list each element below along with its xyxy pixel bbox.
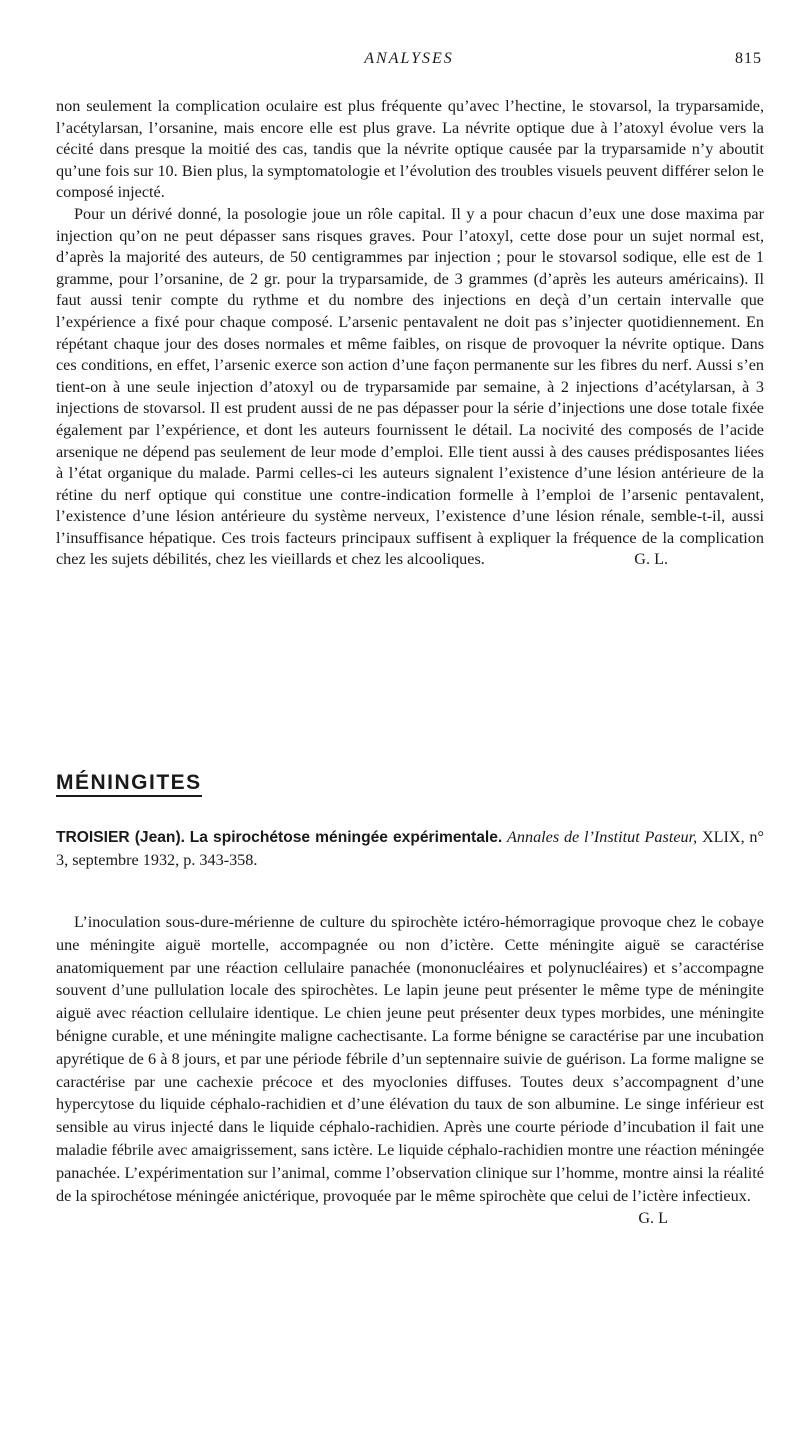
review-paragraph-1: non seulement la complication oculaire est plus fréquente qu’avec l’hectine, le stovarsol, la tryparsamide, l’acétylarsan, l’orsanine, mais encore elle est plus grave. La névrite optique due à l’atoxyl évolue vers la cécité dans presque la moitié des cas, tandis que la névrite optique causée par la tryparsamide n’y aboutit qu’une fois sur 10. Bien plus, la symptomatologie et l’évolution des troubles visuels peuvent différer selon le composé injecté. [56, 97, 764, 202]
review-paragraph-2-text: Pour un dérivé donné, la posologie joue un rôle capital. Il y a pour chacun d’eux une dose maxima par injection qu’on ne peut dépasser sans risques graves. Pour l’atoxyl, cette dose pour un sujet normal est, d’après la majorité des auteurs, de 50 centigrammes par injection ; pour le stovarsol sodique, elle est de 1 gramme, pour l’orsanine, de 2 gr. pour la tryparsamide, de 3 grammes (d’après les auteurs américains). Il faut aussi tenir compte du rythme et du nombre des injections en deçà d’un certain intervalle que l’expérience a fixé pour chaque composé. L’arsenic pentavalent ne doit pas s’injecter quotidiennement. En répétant chaque jour des doses normales et même faibles, on risque de provoquer la névrite optique. Dans ces conditions, en effet, l’arsenic exerce son action d’une façon permanente sur les fibres du nerf. Aussi s’en tient-on à une seule injection d’atoxyl ou de tryparsamide par semaine, à 2 injections d’acétylarsan, à 3 injections de stovarsol. Il est prudent aussi de ne pas dépasser pour la série d’injections une dose totale fixée également par l’expérience, et dont les auteurs fournissent le détail. La nocivité des composés de l’acide arsenique ne dépend pas seulement de leur mode d’emploi. Elle tient aussi à des causes prédisposantes liées à l’état organique du malade. Parmi celles-ci les auteurs signalent l’existence d’une lésion antérieure de la rétine du nerf optique qui constitue une contre-indication formelle à l’emploi de l’arsenic pentavalent, l’existence d’une lésion antérieure du système nerveux, l’existence d’une lésion rénale, semble-t-il, aussi l’insuffisance hépatique. Ces trois facteurs principaux suffisent à expliquer la fréquence de la complication chez les sujets débilités, chez les vieillards et chez les alcooliques. [56, 204, 764, 569]
running-head-title: ANALYSES [364, 50, 454, 67]
review-body [56, 911, 764, 1230]
reference-journal: Annales de l’Institut Pasteur, [507, 828, 698, 846]
running-head [56, 50, 762, 74]
review-body-paragraph [56, 911, 764, 1228]
review-signature: G. L. [634, 550, 668, 569]
review-body-text: L’inoculation sous-dure-mérienne de culture du spirochète ictéro-hémorragique provoque chez le cobaye une méningite aiguë mortelle, accompagnée ou non d’ictère. Cette méningite aiguë se caractérise anatomiquement par une réaction cellulaire panachée (mononucléaires et polynucléaires) et s’accompagne souvent d’une pullulation locale des spirochètes. Le lapin jeune peut présenter le même type de méningite aiguë avec réaction cellulaire identique. Le chien jeune peut présenter deux types morbides, une méningite bénigne curable, et une méningite maligne cachectisante. La forme bénigne se caractérise par une incubation apyrétique de 6 à 8 jours, et par une période fébrile d’un septennaire suivie de guérison. La forme maligne se caractérise par une cachexie précoce et des myoclonies diffuses. Toutes deux s’accompagnent d’une hypercytose du liquide céphalo-rachidien et d’une élévation du taux de son albumine. Le singe inférieur est sensible au virus injecté dans le liquide céphalo-rachidien. Après une courte période d’incubation il fait une maladie fébrile avec amaigrissement, sans ictère. Le liquide céphalo-rachidien montre une réaction méningée panachée. L’expérimentation sur l’animal, comme l’observation clinique sur l’homme, montre ainsi la réalité de la spirochétose méningée anictérique, provoquée par le même spirochète que celui de l’ictère infectieux. [56, 913, 764, 1205]
continued-review [56, 96, 764, 571]
reference-title: La spirochétose méningée expérimentale. [189, 829, 503, 846]
bibliographic-reference [56, 826, 764, 871]
reference-author: TROISIER (Jean). [56, 829, 185, 846]
review-body-signature: G. L [638, 1209, 668, 1228]
reference-details: XLIX, n° 3, septembre 1932, p. 343-358. [56, 828, 764, 869]
section-heading [56, 771, 202, 795]
review-paragraph-2 [56, 204, 764, 571]
section-heading-text: MÉNINGITES [56, 771, 202, 797]
page-number: 815 [735, 50, 762, 67]
